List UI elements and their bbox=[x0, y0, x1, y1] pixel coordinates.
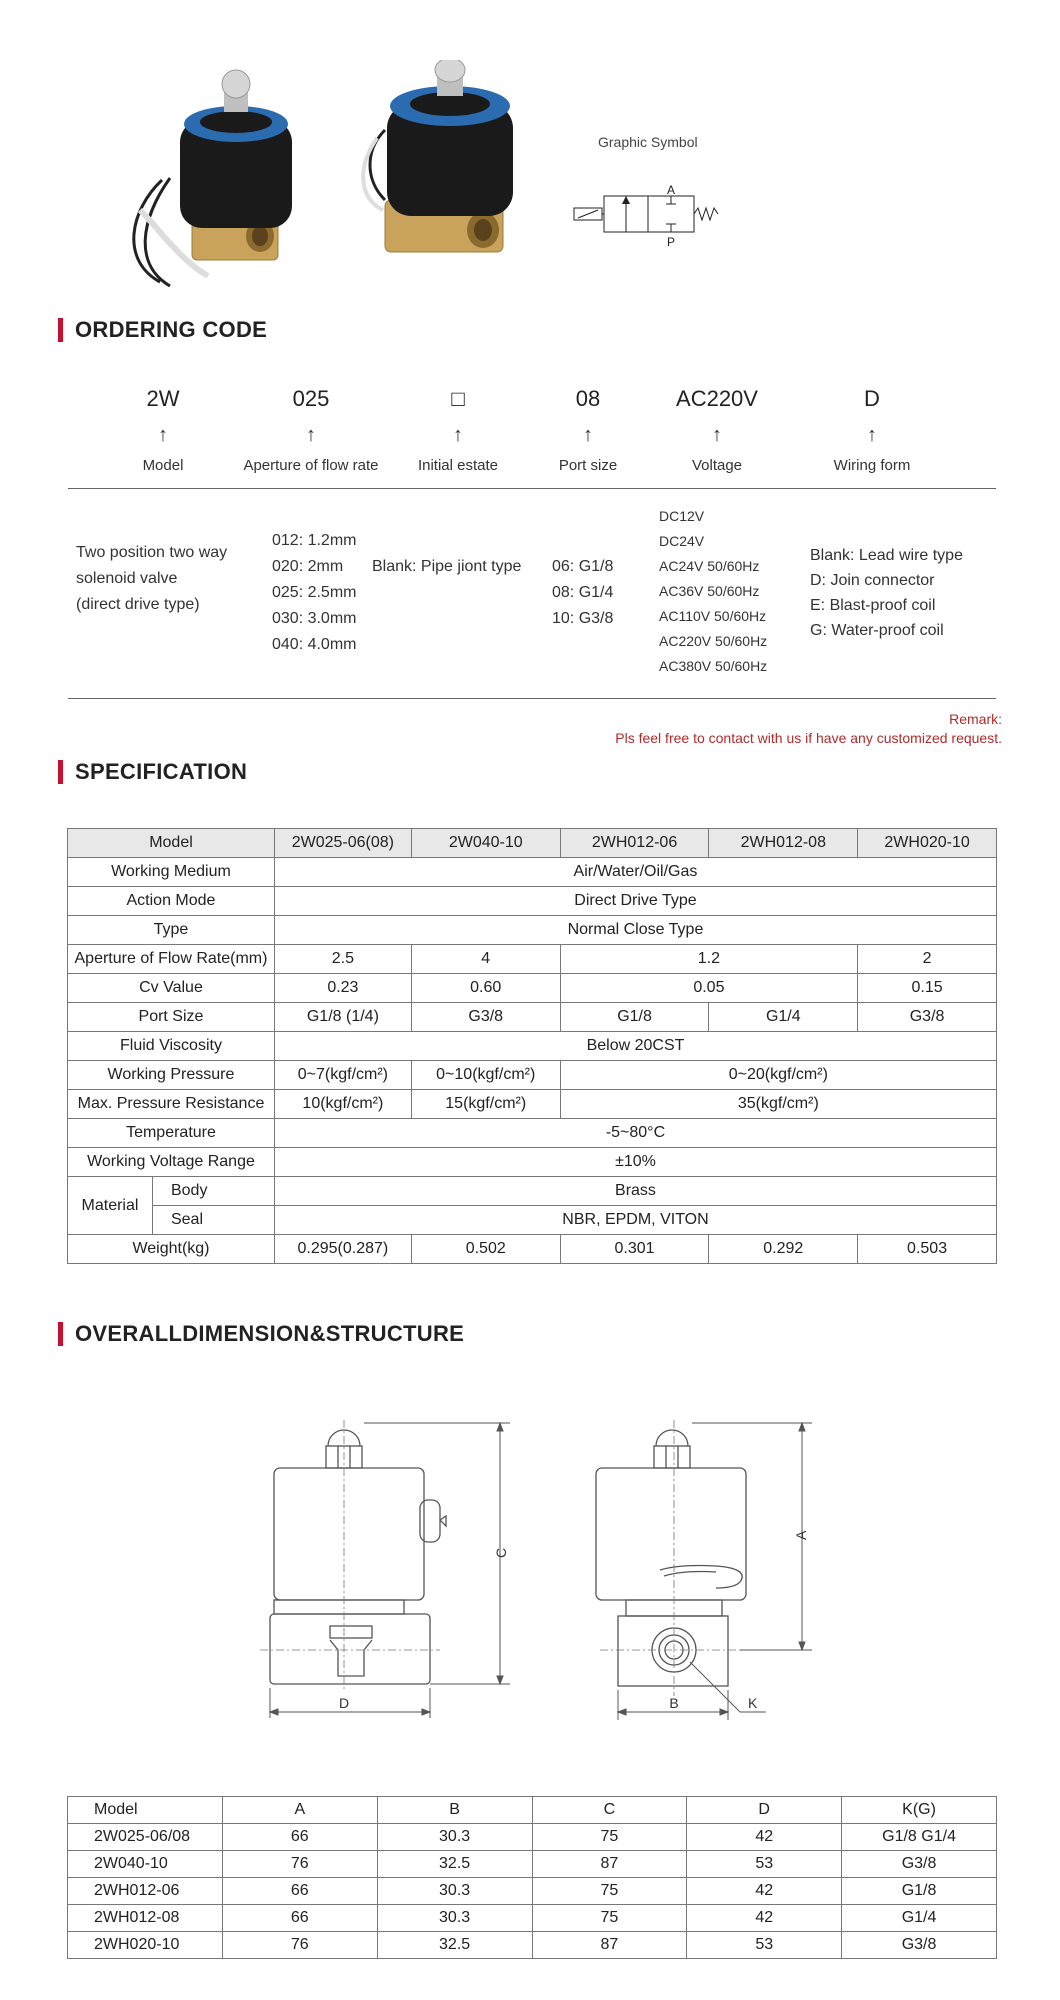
port-size-list: 06: G1/8 08: G1/4 10: G3/8 bbox=[552, 558, 614, 627]
ordering-code-title: ORDERING CODE bbox=[58, 318, 267, 342]
spec-row-aperture: Aperture of Flow Rate(mm) 2.5 4 1.2 2 bbox=[68, 945, 997, 974]
table-row: 2W040-10 76 32.5 87 53 G3/8 bbox=[68, 1851, 997, 1878]
spec-row-viscosity: Fluid Viscosity Below 20CST bbox=[68, 1032, 997, 1061]
spec-row-port-size: Port Size G1/8 (1/4) G3/8 G1/8 G1/4 G3/8 bbox=[68, 1003, 997, 1032]
graphic-symbol-label: Graphic Symbol bbox=[598, 134, 698, 150]
table-row: 2WH012-06 66 30.3 75 42 G1/8 bbox=[68, 1878, 997, 1905]
initial-estate-desc: Blank: Pipe jiont type bbox=[372, 558, 522, 575]
voltage-list: DC12V DC24V AC24V 50/60Hz AC36V 50/60Hz AC110V 50/60Hz AC220V 50/60Hz AC380V 50/60Hz bbox=[659, 508, 768, 674]
code-port-size: 08 ↑ Port size bbox=[558, 386, 618, 474]
dimension-table bbox=[67, 1796, 997, 1959]
divider-top bbox=[68, 488, 996, 489]
spec-row-temperature: Temperature -5~80°C bbox=[68, 1119, 997, 1148]
valve-photo-2 bbox=[325, 60, 525, 270]
specification-table bbox=[67, 828, 997, 1264]
spec-row-action-mode: Action Mode Direct Drive Type bbox=[68, 887, 997, 916]
dim-label-d: D bbox=[338, 1695, 350, 1711]
spec-row-cv: Cv Value 0.23 0.60 0.05 0.15 bbox=[68, 974, 997, 1003]
spec-row-material-seal: Seal NBR, EPDM, VITON bbox=[68, 1206, 997, 1235]
table-row: 2WH012-08 66 30.3 75 42 G1/4 bbox=[68, 1905, 997, 1932]
spec-row-working-medium: Working Medium Air/Water/Oil/Gas bbox=[68, 858, 997, 887]
code-wiring: D ↑ Wiring form bbox=[833, 386, 911, 474]
dim-label-c: C bbox=[493, 1547, 509, 1558]
spec-row-working-pressure: Working Pressure 0~7(kgf/cm²) 0~10(kgf/cm²) 0~20(kgf/cm²) bbox=[68, 1061, 997, 1090]
dimension-title: OVERALLDIMENSION&STRUCTURE bbox=[58, 1322, 464, 1346]
dim-header-row: Model A B C D K(G) bbox=[68, 1797, 997, 1824]
table-row: 2W025-06/08 66 30.3 75 42 G1/8 G1/4 bbox=[68, 1824, 997, 1851]
dim-label-k: K bbox=[748, 1695, 758, 1711]
aperture-list: 012: 1.2mm 020: 2mm 025: 2.5mm 030: 3.0mm 040: 4.0mm bbox=[272, 532, 357, 653]
dim-label-b: B bbox=[669, 1695, 679, 1711]
code-voltage: AC220V ↑ Voltage bbox=[676, 386, 758, 474]
divider-bottom bbox=[68, 698, 996, 699]
spec-row-max-pressure: Max. Pressure Resistance 10(kgf/cm²) 15(kgf/cm²) 35(kgf/cm²) bbox=[68, 1090, 997, 1119]
spec-row-voltage-range: Working Voltage Range ±10% bbox=[68, 1148, 997, 1177]
remark: Remark: Pls feel free to contact with us if have any customized request. bbox=[615, 711, 1002, 746]
dim-label-a: A bbox=[793, 1530, 809, 1540]
dimension-drawing-side bbox=[590, 1400, 850, 1730]
code-aperture: 025 ↑ Aperture of flow rate bbox=[243, 386, 379, 474]
dimension-drawing-front bbox=[260, 1400, 530, 1730]
model-description: Two position two way solenoid valve (direct drive type) bbox=[76, 544, 228, 613]
spec-row-type: Type Normal Close Type bbox=[68, 916, 997, 945]
spec-row-weight: Weight(kg) 0.295(0.287) 0.502 0.301 0.292 0.503 bbox=[68, 1235, 997, 1264]
port-a-label: A bbox=[667, 183, 676, 197]
graphic-symbol bbox=[568, 182, 728, 256]
code-model: 2W ↑ Model bbox=[142, 386, 184, 474]
spec-header-row: Model 2W025-06(08) 2W040-10 2WH012-06 2WH012-08 2WH020-10 bbox=[68, 829, 997, 858]
specification-title: SPECIFICATION bbox=[58, 760, 247, 784]
wiring-list: Blank: Lead wire type D: Join connector E: Blast-proof coil G: Water-proof coil bbox=[810, 547, 963, 639]
valve-photo-1 bbox=[100, 60, 300, 290]
spec-row-material-body: Material Body Brass bbox=[68, 1177, 997, 1206]
table-row: 2WH020-10 76 32.5 87 53 G3/8 bbox=[68, 1932, 997, 1959]
port-p-label: P bbox=[667, 235, 676, 249]
code-initial-estate: □ ↑ Initial estate bbox=[417, 386, 499, 474]
